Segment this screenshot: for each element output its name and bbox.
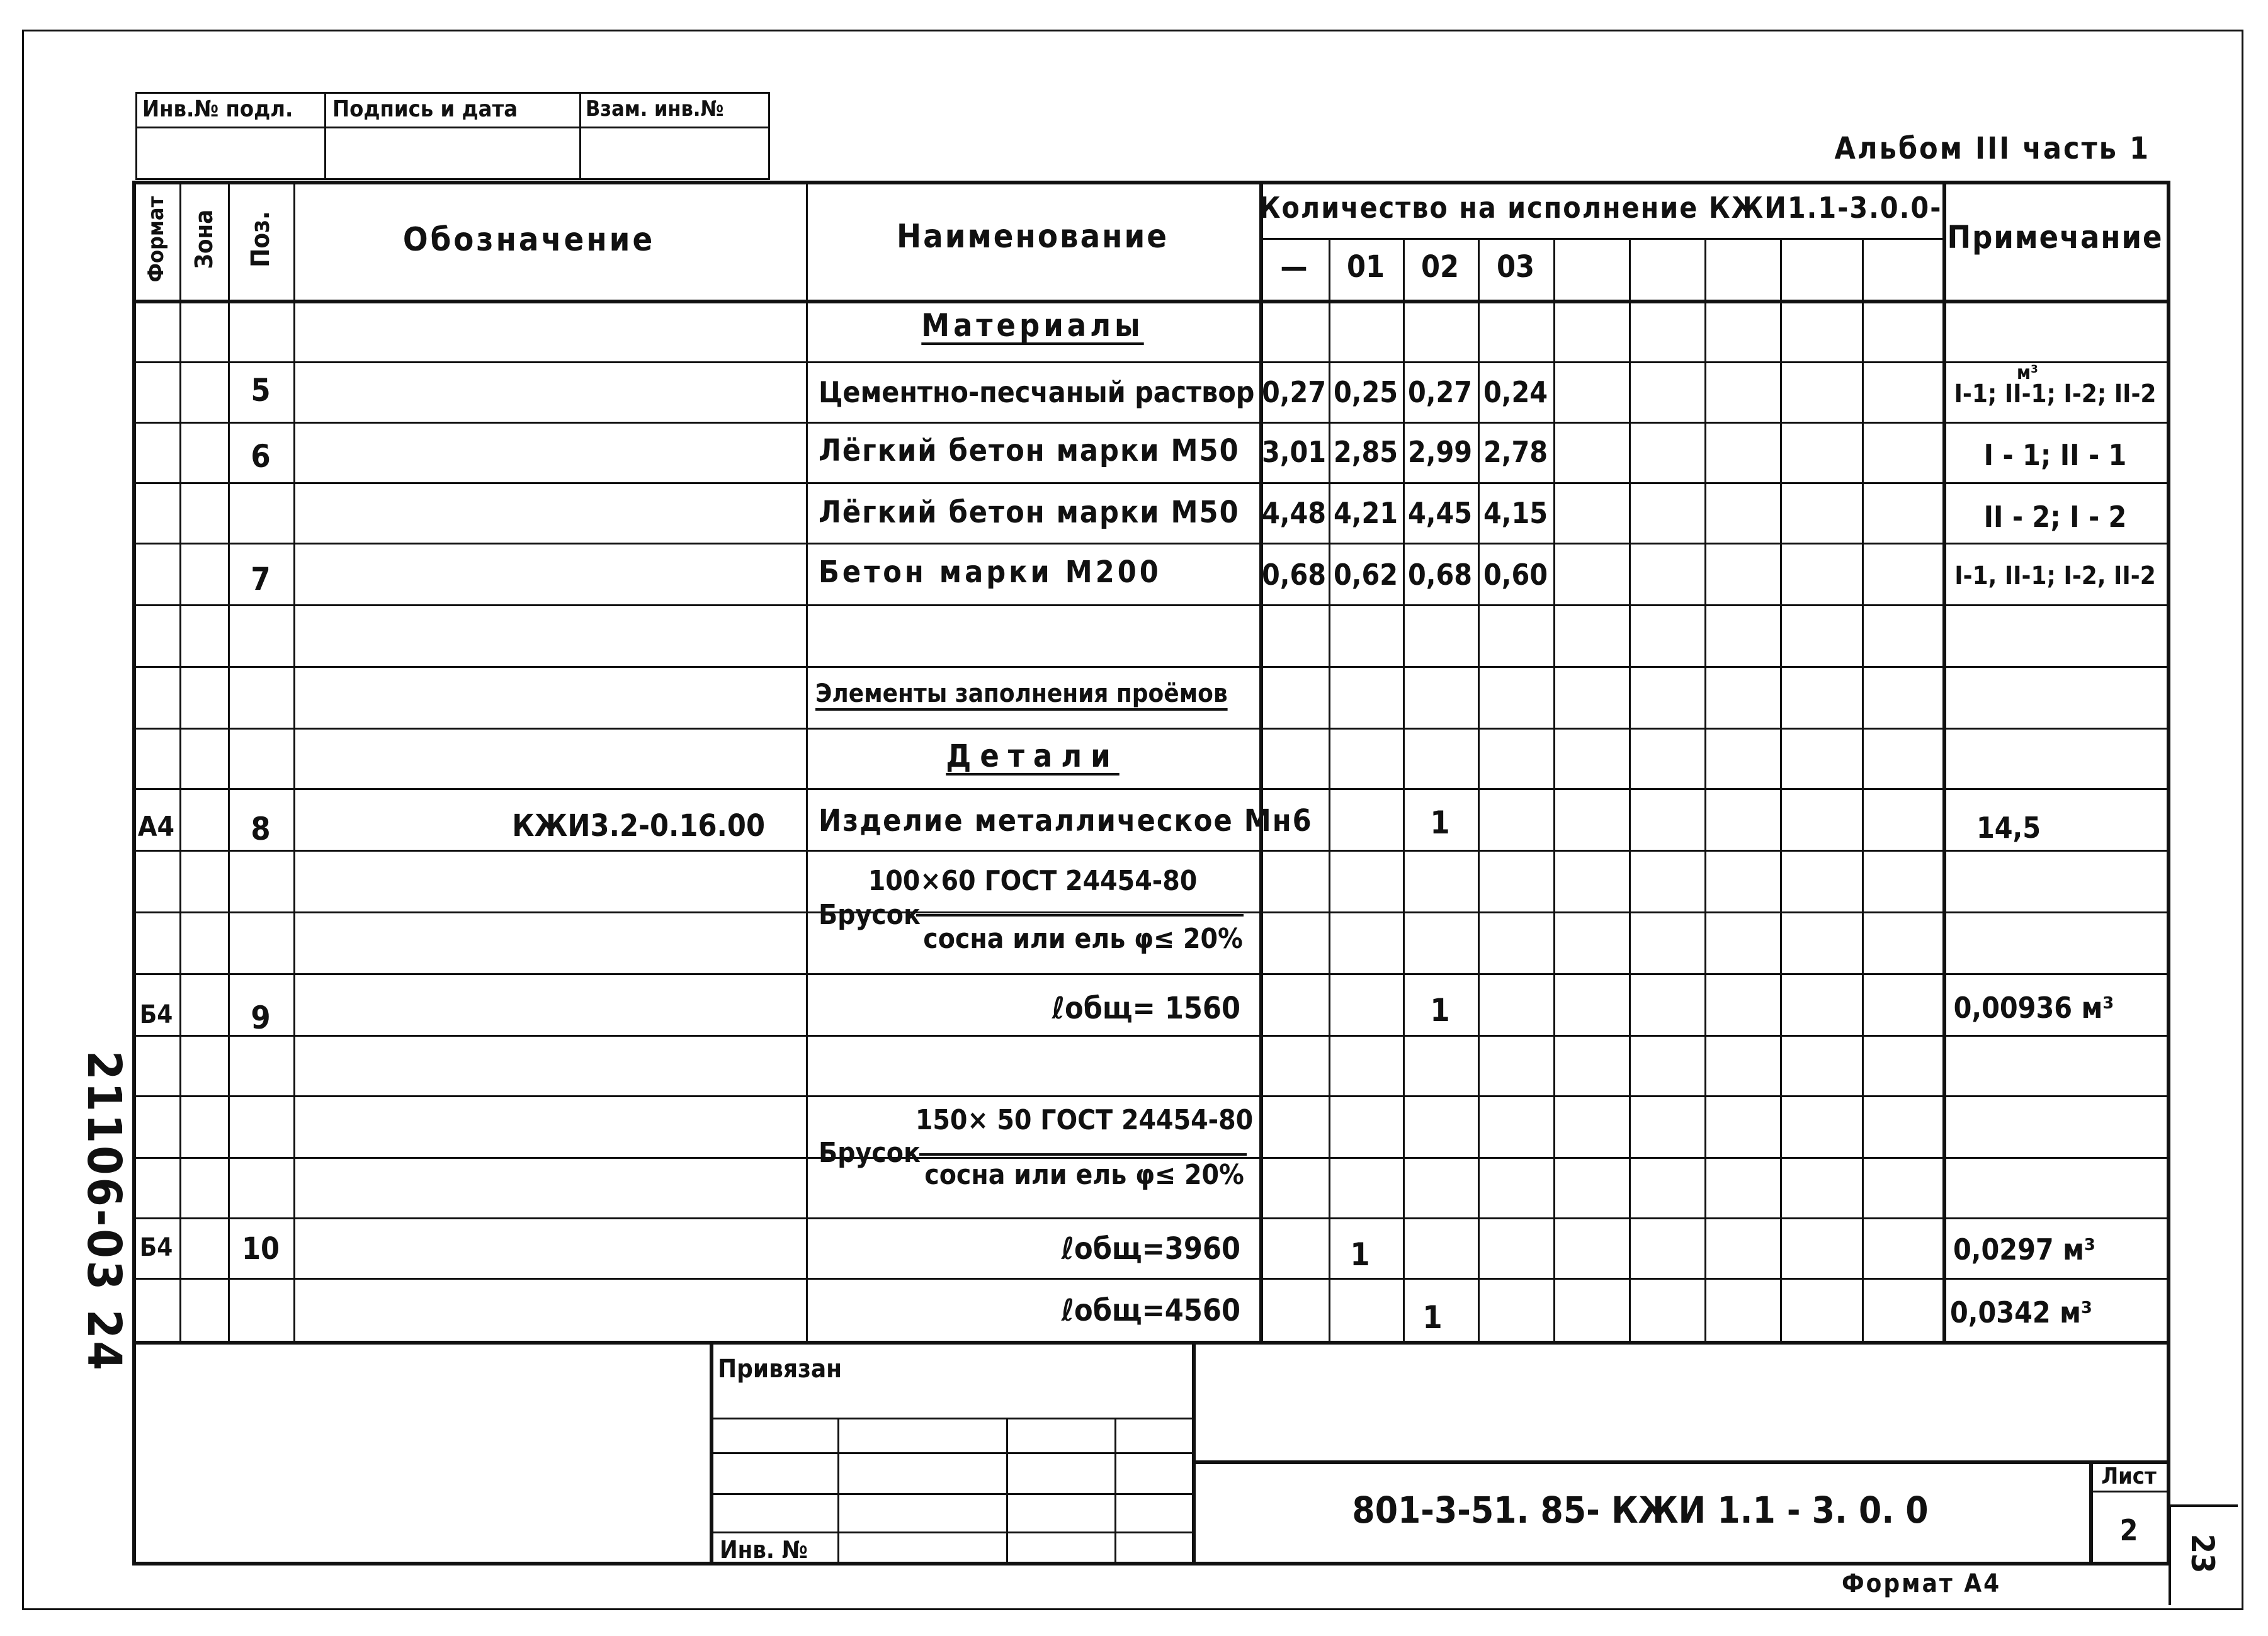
row6b-v2: 4,45: [1407, 496, 1473, 530]
stamp-podpis-data: Подпись и дата: [332, 96, 518, 122]
brusok1-top: 100×60 ГОСТ 24454-80: [868, 865, 1198, 897]
row7-v0: 0,68: [1261, 558, 1327, 592]
document-code: 801-3-51. 85- КЖИ 1.1 - 3. 0. 0: [1352, 1489, 1929, 1532]
row8-format: А4: [137, 811, 175, 843]
corner-page-number: 23: [2184, 1533, 2221, 1574]
row5-note-unit: м³: [2017, 362, 2038, 384]
row8-oboz: КЖИ3.2-0.16.00: [512, 808, 765, 843]
row6-v0: 3,01: [1261, 435, 1327, 469]
stamp-vzam-inv: Взам. инв.№: [586, 96, 724, 121]
header-variant-0: —: [1280, 249, 1308, 285]
row10b-v2: 1: [1422, 1299, 1443, 1336]
row7-v2: 0,68: [1407, 558, 1473, 592]
row9-format: Б4: [139, 1000, 173, 1029]
stamp-inv-podl: Инв.№ подл.: [142, 96, 293, 122]
list-label: Лист: [2101, 1464, 2157, 1489]
row6b-name: Лёгкий бетон марки М50: [819, 495, 1240, 530]
section-materialy: Материалы: [921, 307, 1144, 344]
header-oboznachenie: Обозначение: [402, 221, 655, 259]
row8-poz: 8: [251, 811, 271, 847]
row6-note: I - 1; II - 1: [1983, 438, 2127, 472]
album-label: Альбом III часть 1: [1834, 131, 2150, 166]
side-number: 21106-03 24: [77, 1051, 131, 1373]
row9-note: 0,00936 м³: [1953, 991, 2114, 1025]
row9-v2: 1: [1430, 992, 1450, 1029]
brusok1-bottom: сосна или ель φ≤ 20%: [923, 923, 1243, 955]
row7-v1: 0,62: [1333, 558, 1398, 592]
row6-v1: 2,85: [1333, 435, 1398, 469]
section-elementy: Элементы заполнения проёмов: [815, 679, 1228, 708]
format-label: Формат А4: [1842, 1569, 2002, 1598]
row8-note: 14,5: [1976, 811, 2041, 845]
row10-note: 0,0297 м³: [1953, 1233, 2096, 1266]
row5-poz: 5: [251, 372, 271, 409]
brusok1-word: Брусок: [819, 899, 921, 931]
row6-poz: 6: [251, 438, 271, 475]
row9-poz: 9: [251, 1000, 271, 1036]
privyazan-label: Привязан: [718, 1355, 842, 1384]
header-naimenovanie: Наименование: [897, 218, 1169, 256]
row9-name: ℓобщ= 1560: [1052, 991, 1240, 1026]
header-variant-03: 03: [1496, 249, 1535, 285]
row6b-note: II - 2; I - 2: [1983, 500, 2127, 534]
row6b-v3: 4,15: [1483, 496, 1548, 530]
brusok2-word: Брусок: [819, 1137, 921, 1169]
list-value: 2: [2119, 1513, 2138, 1547]
row10-format: Б4: [139, 1233, 173, 1262]
header-zona: Зона: [190, 209, 218, 269]
brusok2-top: 150× 50 ГОСТ 24454-80: [915, 1104, 1254, 1136]
row7-poz: 7: [251, 561, 271, 597]
row7-v3: 0,60: [1483, 558, 1548, 592]
row5-v1: 0,25: [1333, 375, 1398, 409]
header-poz: Поз.: [246, 211, 275, 268]
row5-v2: 0,27: [1407, 375, 1473, 409]
row10b-note: 0,0342 м³: [1949, 1295, 2093, 1329]
brusok2-bottom: сосна или ель φ≤ 20%: [924, 1159, 1244, 1191]
row10-name: ℓобщ=3960: [1061, 1231, 1240, 1266]
row8-name: Изделие металлическое Мн6: [819, 803, 1313, 838]
row10b-name: ℓобщ=4560: [1061, 1293, 1240, 1328]
row6b-v1: 4,21: [1333, 496, 1398, 530]
brusok2-fraction-line: [919, 1153, 1247, 1156]
row7-name: Бетон марки М200: [819, 555, 1162, 590]
section-detali: Детали: [946, 738, 1120, 774]
header-format: Формат: [144, 196, 169, 283]
row5-note: I-1; II-1; I-2; II-2: [1954, 380, 2157, 409]
inv-label: Инв. №: [720, 1536, 808, 1564]
row6b-v0: 4,48: [1261, 496, 1327, 530]
row10-v1: 1: [1350, 1236, 1370, 1273]
row5-v0: 0,27: [1261, 375, 1327, 409]
header-variant-02: 02: [1420, 249, 1460, 285]
header-primechanie: Примечание: [1947, 219, 2163, 256]
row6-v3: 2,78: [1483, 435, 1548, 469]
row6-v2: 2,99: [1407, 435, 1473, 469]
row5-name: Цементно-песчаный раствор: [819, 375, 1255, 409]
row8-v2: 1: [1430, 804, 1450, 841]
row6-name: Лёгкий бетон марки М50: [819, 433, 1240, 468]
row7-note: I-1, II-1; I-2, II-2: [1954, 561, 2156, 590]
row10-poz: 10: [241, 1231, 280, 1266]
header-variant-01: 01: [1346, 249, 1385, 285]
row5-v3: 0,24: [1483, 375, 1548, 409]
header-kolichestvo: Количество на исполнение КЖИ1.1-3.0.0-: [1259, 191, 1942, 225]
brusok1-fraction-line: [916, 914, 1244, 917]
